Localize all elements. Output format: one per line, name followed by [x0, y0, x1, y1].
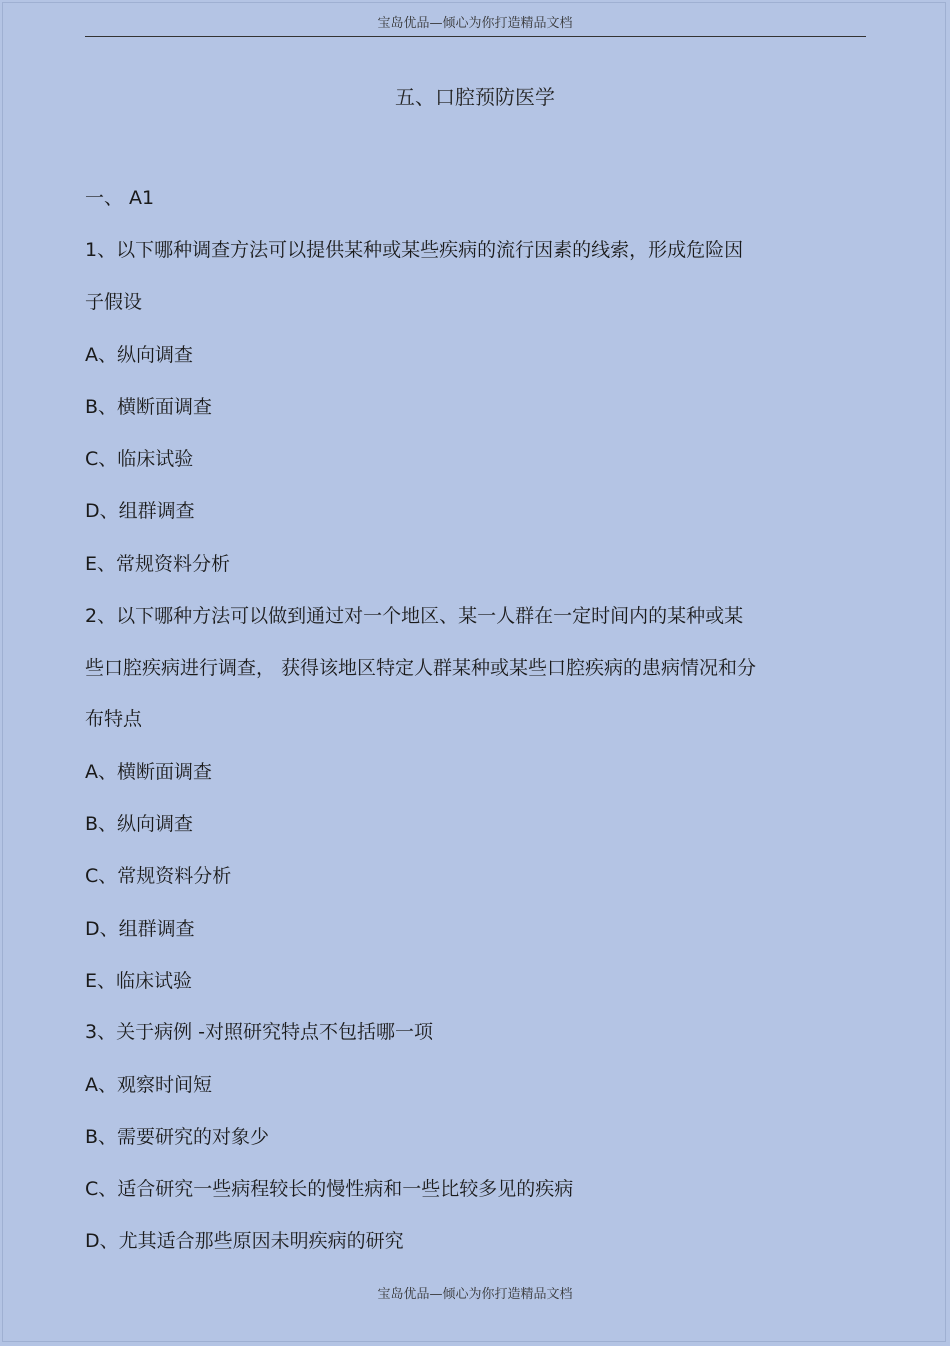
option-line: D、组群调查 [85, 918, 195, 940]
document-title: 五、口腔预防医学 [395, 85, 555, 109]
question-line: 3、关于病例 -对照研究特点不包括哪一项 [85, 1021, 433, 1043]
option-line: D、组群调查 [85, 500, 195, 522]
option-line: B、横断面调查 [85, 396, 213, 418]
option-line: B、纵向调查 [85, 813, 194, 835]
question-line: 布特点 [85, 708, 143, 730]
page-footer: 宝岛优品—倾心为你打造精品文档 [377, 1287, 573, 1302]
option-line: E、临床试验 [85, 970, 193, 992]
page-header: 宝岛优品—倾心为你打造精品文档 [377, 16, 573, 31]
option-line: C、常规资料分析 [85, 865, 232, 887]
header-divider [85, 36, 866, 37]
section-heading: 一、 A1 [85, 187, 155, 209]
option-line: C、临床试验 [85, 448, 194, 470]
option-line: E、常规资料分析 [85, 553, 231, 575]
option-line: C、适合研究一些病程较长的慢性病和一些比较多见的疾病 [85, 1178, 574, 1200]
option-line: D、尤其适合那些原因未明疾病的研究 [85, 1230, 404, 1252]
question-line: 1、以下哪种调查方法可以提供某种或某些疾病的流行因素的线索，形成危险因 [85, 239, 744, 261]
option-line: A、观察时间短 [85, 1074, 212, 1096]
question-line: 子假设 [85, 291, 143, 313]
question-line: 些口腔疾病进行调查， 获得该地区特定人群某种或某些口腔疾病的患病情况和分 [85, 657, 757, 679]
option-line: B、需要研究的对象少 [85, 1126, 270, 1148]
question-line: 2、以下哪种方法可以做到通过对一个地区、某一人群在一定时间内的某种或某 [85, 605, 744, 627]
option-line: A、横断面调查 [85, 761, 212, 783]
option-line: A、纵向调查 [85, 344, 193, 366]
